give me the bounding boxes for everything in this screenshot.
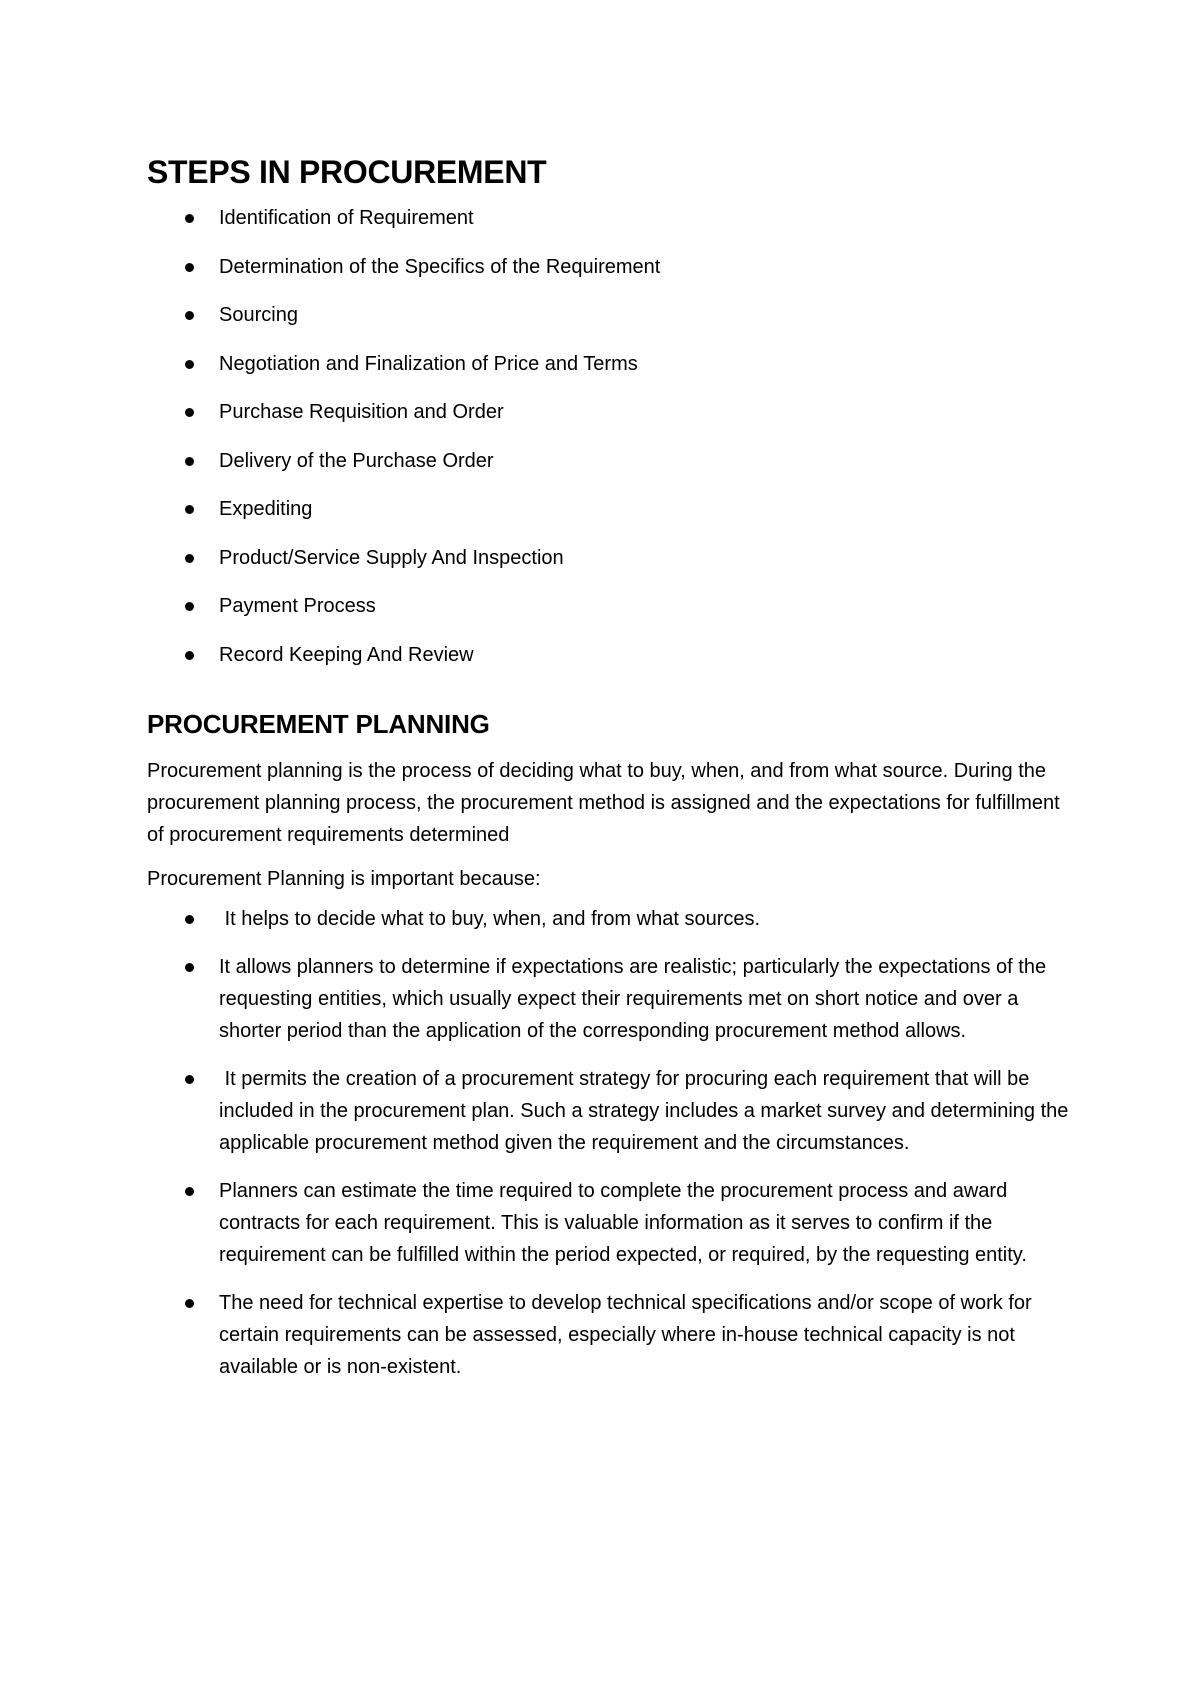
step-text: Product/Service Supply And Inspection: [219, 546, 564, 569]
step-text: Sourcing: [219, 304, 298, 326]
reason-text: Planners can estimate the time required to complete the procurement process and award contracts for each requirement. This is valuable information as it serves to confirm if the requirement can be fulfilled within the period expected, or required, by the requesting entity.: [219, 1179, 1027, 1266]
bullet-icon: [185, 554, 194, 563]
bullet-icon: [185, 263, 194, 272]
list-item: [147, 1287, 1079, 1383]
step-text: Record Keeping And Review: [219, 643, 474, 666]
page-title: STEPS IN PROCUREMENT: [147, 154, 547, 190]
bullet-icon: [185, 1075, 194, 1084]
bullet-icon: [185, 1187, 194, 1196]
bullet-icon: [185, 915, 194, 924]
list-item: [147, 497, 1067, 521]
list-item: [147, 1063, 1079, 1159]
reason-text: The need for technical expertise to develop technical specifications and/or scope of work for certain requirements can be assessed, especially where in-house technical capacity is not available or is non-existent.: [219, 1291, 1032, 1378]
bullet-icon: [185, 963, 194, 972]
list-item: [147, 303, 1067, 327]
list-item: [147, 546, 1067, 570]
list-item: [147, 400, 1067, 424]
reason-text: It allows planners to determine if expectations are realistic; particularly the expectations of the requesting entities, which usually expect their requirements met on short notice and over a shorter period than the application of the corresponding procurement method allows.: [219, 955, 1047, 1042]
list-item: [147, 206, 1067, 230]
step-text: Purchase Requisition and Order: [219, 401, 504, 423]
bullet-icon: [185, 408, 194, 417]
bullet-icon: [185, 360, 194, 369]
document-content: [147, 150, 1074, 1399]
step-text: Identification of Requirement: [219, 207, 474, 229]
step-text: Payment Process: [219, 595, 376, 617]
list-item: [147, 594, 1067, 618]
bullet-icon: [185, 214, 194, 223]
bullet-icon: [185, 602, 194, 611]
step-text: Delivery of the Purchase Order: [219, 449, 494, 472]
list-item: [147, 1175, 1079, 1271]
section-heading: PROCUREMENT PLANNING: [147, 708, 490, 739]
bullet-icon: [185, 457, 194, 466]
steps-list: [147, 206, 1067, 667]
list-item: [147, 449, 1067, 473]
bullet-icon: [185, 505, 194, 514]
step-text: Determination of the Specifics of the Requirement: [219, 255, 661, 278]
intro-line: Procurement Planning is important because:: [147, 867, 541, 890]
reason-text: It permits the creation of a procurement strategy for procuring each requirement that will be included in the procurement plan. Such a strategy includes a market survey and determining the applicable procurement method given the requirement and the circumstances.: [219, 1067, 1074, 1154]
bullet-icon: [185, 1299, 194, 1308]
step-text: Expediting: [219, 498, 313, 520]
bullet-icon: [185, 311, 194, 320]
list-item: [147, 951, 1079, 1047]
step-text: Negotiation and Finalization of Price and Terms: [219, 352, 638, 375]
list-item: [147, 643, 1067, 667]
bullet-icon: [185, 651, 194, 660]
list-item: [147, 903, 1079, 935]
reasons-list: [147, 903, 1074, 1383]
list-item: [147, 255, 1067, 279]
reason-text: It helps to decide what to buy, when, and from what sources.: [219, 907, 761, 930]
list-item: [147, 352, 1067, 376]
body-paragraph: Procurement planning is the process of deciding what to buy, when, and from what source. During the procurement planning process, the procurement method is assigned and the expectations for fulfillment of procurement requirements determined: [147, 759, 1060, 846]
